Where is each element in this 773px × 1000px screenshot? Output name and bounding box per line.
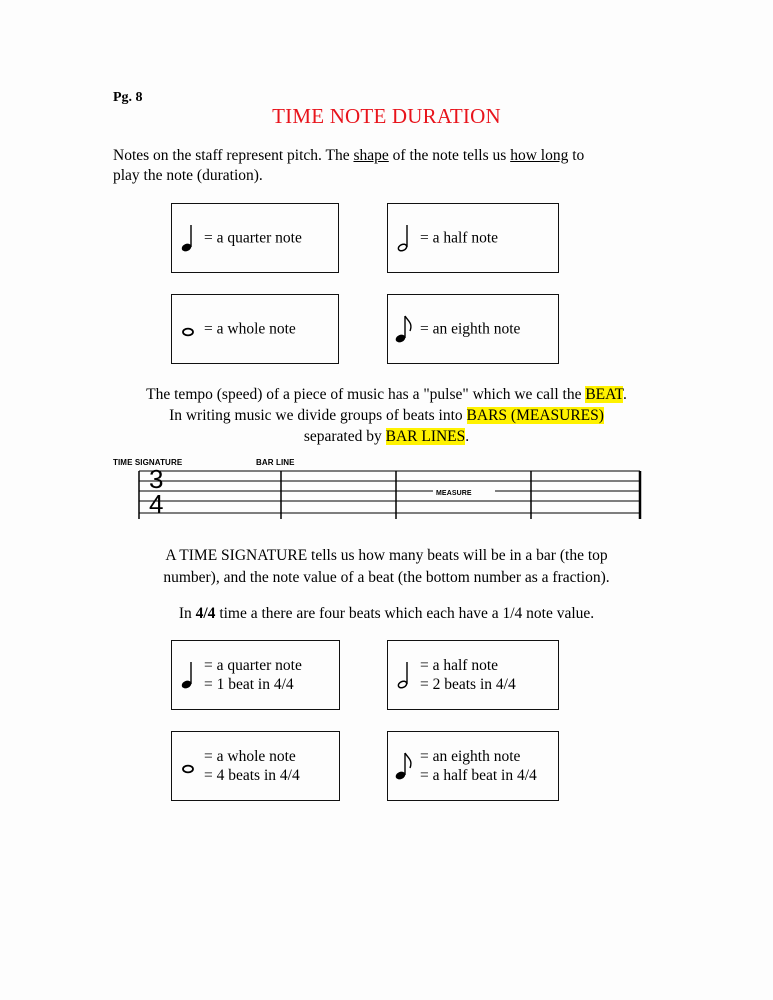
page-number: Pg. 8 bbox=[113, 90, 143, 105]
intro-text: Notes on the staff represent pitch. The bbox=[113, 147, 354, 164]
tempo-text: The tempo (speed) of a piece of music has a "pulse" which we call the bbox=[146, 386, 586, 403]
time-signature-top: 3 bbox=[149, 464, 164, 494]
bars-highlight: BARS (MEASURES) bbox=[466, 407, 604, 424]
measure-label: MEASURE bbox=[436, 490, 472, 497]
note-line: = 2 beats in 4/4 bbox=[420, 676, 516, 693]
whole-note-icon bbox=[179, 314, 197, 344]
whole-note-icon bbox=[179, 751, 197, 781]
staff-lines bbox=[113, 458, 643, 522]
shape-word: shape bbox=[353, 147, 389, 164]
note-label: = an eighth note bbox=[420, 320, 521, 338]
note-line: = a half note bbox=[420, 657, 499, 674]
note-box-eighth bbox=[387, 294, 559, 364]
note-box-half bbox=[387, 203, 559, 273]
note-label: = a quarter note bbox=[204, 229, 302, 247]
staff-diagram bbox=[113, 458, 643, 522]
quarter-note-icon bbox=[179, 660, 197, 690]
tempo-text: In writing music we divide groups of beats into bbox=[169, 407, 467, 424]
note-box-quarter bbox=[171, 203, 339, 273]
note-label bbox=[204, 656, 302, 694]
note-line: = 1 beat in 4/4 bbox=[204, 676, 294, 693]
time-signature-label: TIME SIGNATURE bbox=[113, 458, 183, 467]
note-line: = a half beat in 4/4 bbox=[420, 767, 537, 784]
note-line: = a quarter note bbox=[204, 657, 302, 674]
note-line: = a whole note bbox=[204, 748, 296, 765]
note-line: = an eighth note bbox=[420, 748, 521, 765]
note-label: = a whole note bbox=[204, 320, 296, 338]
eighth-note-icon bbox=[395, 751, 413, 781]
half-note-icon bbox=[395, 223, 413, 253]
tempo-text: . bbox=[622, 386, 627, 403]
tempo-paragraph bbox=[0, 384, 773, 447]
eighth-note-icon bbox=[395, 314, 413, 344]
note-line: = 4 beats in 4/4 bbox=[204, 767, 300, 784]
beat-highlight: BEAT bbox=[585, 386, 623, 403]
note-label: = a half note bbox=[420, 229, 499, 247]
four-four-text: In bbox=[178, 605, 196, 622]
beat-box-eighth bbox=[387, 731, 559, 801]
tempo-text: . bbox=[465, 428, 470, 445]
note-label bbox=[420, 656, 516, 694]
intro-text: to bbox=[568, 147, 585, 164]
tempo-text: separated by bbox=[303, 428, 386, 445]
bar-lines-highlight: BAR LINES bbox=[385, 428, 466, 445]
half-note-icon bbox=[395, 660, 413, 690]
note-label bbox=[420, 747, 537, 785]
time-sig-text: A TIME SIGNATURE tells us how many beats will be in a bar (the top bbox=[165, 547, 608, 564]
how-long-word: how long bbox=[510, 147, 569, 164]
intro-text: play the note (duration). bbox=[113, 167, 263, 184]
four-four-bold: 4/4 bbox=[195, 605, 216, 622]
four-four-text: time a there are four beats which each have a 1/4 note value. bbox=[215, 605, 595, 622]
time-sig-text: number), and the note value of a beat (the bottom number as a fraction). bbox=[163, 569, 610, 586]
beat-box-half bbox=[387, 640, 559, 710]
intro-paragraph bbox=[113, 146, 673, 186]
beat-box-quarter bbox=[171, 640, 340, 710]
page-title: TIME NOTE DURATION bbox=[272, 104, 501, 128]
four-four-paragraph bbox=[0, 603, 773, 624]
time-signature-bottom: 4 bbox=[149, 489, 164, 519]
quarter-note-icon bbox=[179, 223, 197, 253]
intro-text: of the note tells us bbox=[388, 147, 511, 164]
beat-box-whole bbox=[171, 731, 340, 801]
note-label bbox=[204, 747, 300, 785]
note-box-whole bbox=[171, 294, 339, 364]
bar-line-label: BAR LINE bbox=[256, 458, 295, 467]
time-signature-paragraph bbox=[0, 545, 773, 589]
